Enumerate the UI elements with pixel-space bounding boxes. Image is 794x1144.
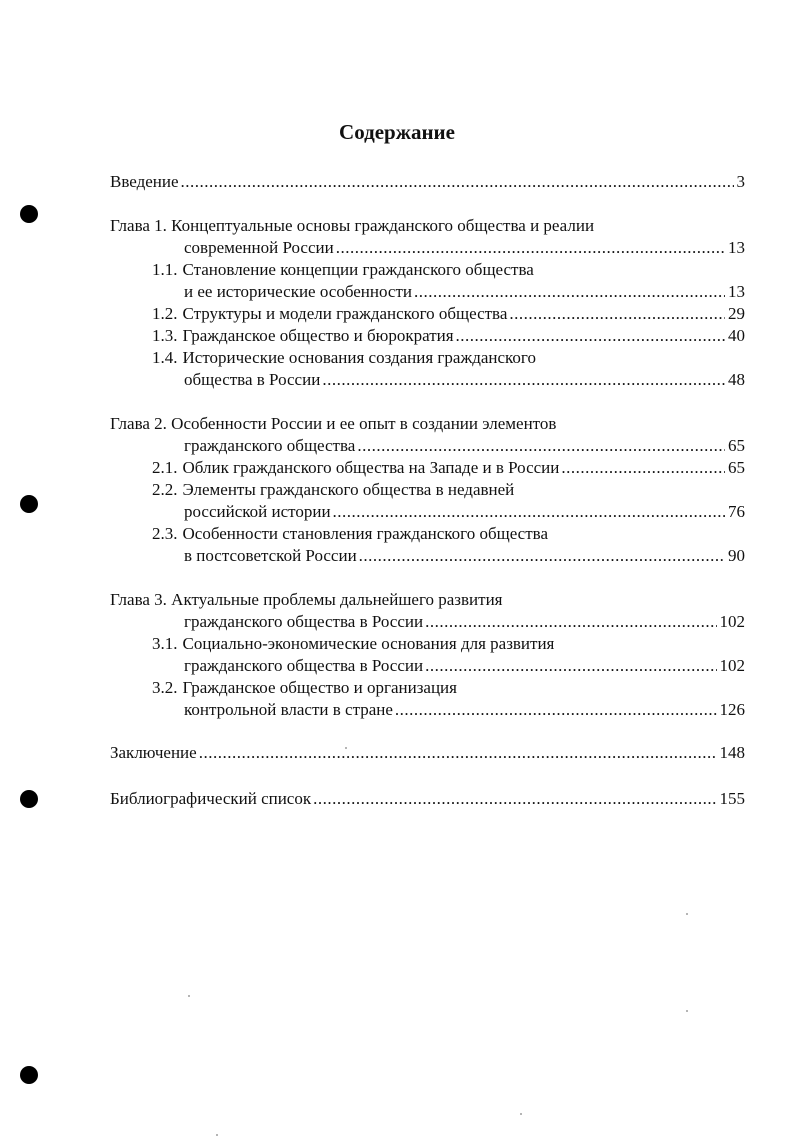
toc-entry-text [152, 325, 454, 347]
toc-entry-bibliography [110, 788, 745, 810]
toc-entry-text: гражданского общества в России [184, 612, 424, 631]
toc-page-number: 13 [728, 238, 745, 257]
toc-section-number: 1.2. [152, 304, 178, 323]
page-title: Содержание [339, 120, 455, 144]
toc-page-number: 65 [728, 436, 745, 455]
toc-page-number: 29 [728, 304, 745, 323]
toc-section-1-4 [152, 347, 536, 369]
toc-entry-text: Введение [110, 172, 179, 191]
toc-section-1-4-cont [184, 369, 745, 391]
dot-leader [456, 325, 725, 347]
toc-chapter-1 [110, 215, 594, 237]
toc-entry-text: в постсоветской России [184, 546, 357, 565]
toc-section-number: 1.4. [152, 348, 178, 367]
toc-section-2-3 [152, 523, 548, 545]
toc-section-number: 3.1. [152, 634, 178, 653]
toc-page-number: 102 [719, 612, 745, 631]
dot-leader [333, 501, 725, 523]
toc-chapter-3-cont [184, 611, 745, 633]
toc-page-number: 48 [728, 370, 745, 389]
toc-chapter-3 [110, 589, 503, 611]
toc-entry-text [152, 457, 559, 479]
toc-entry-text: Элементы гражданского общества в недавней [182, 480, 515, 499]
toc-page-number: 65 [728, 458, 745, 477]
toc-section-number: 1.1. [152, 260, 178, 279]
toc-section-3-2-cont [184, 699, 745, 721]
toc-entry-intro [110, 171, 745, 193]
toc-entry-conclusion [110, 742, 745, 764]
toc-section-number: 3.2. [152, 678, 178, 697]
toc-page-number: 76 [728, 502, 745, 521]
toc-page-number: 40 [728, 326, 745, 345]
toc-page-number: 155 [719, 789, 745, 808]
dot-leader [414, 281, 725, 303]
toc-entry-text: и ее исторические особенности [184, 282, 412, 301]
dot-leader [509, 303, 725, 325]
toc-section-1-1-cont [184, 281, 745, 303]
toc-section-3-1-cont [184, 655, 745, 677]
toc-entry-text: общества в России [184, 370, 321, 389]
toc-section-1-2 [152, 303, 745, 325]
toc-entry-text: российской истории [184, 502, 331, 521]
dot-leader [359, 545, 725, 567]
toc-entry-text: Глава 2. Особенности России и ее опыт в создании элементов [110, 414, 557, 433]
toc-page-number: 148 [719, 743, 745, 762]
toc-entry-text: Особенности становления гражданского общества [182, 524, 548, 543]
toc-entry-text: Заключение [110, 743, 197, 762]
dot-leader [357, 435, 725, 457]
toc-chapter-2-cont [184, 435, 745, 457]
toc-entry-title: Облик гражданского общества на Западе и в России [182, 458, 560, 477]
dot-leader [336, 237, 725, 259]
toc-section-number: 2.1. [152, 458, 178, 477]
toc-section-3-1 [152, 633, 554, 655]
dot-leader [561, 457, 725, 479]
toc-page-number: 3 [736, 172, 745, 191]
toc-entry-text: гражданского общества в России [184, 656, 424, 675]
toc-entry-text: Библиографический список [110, 789, 312, 808]
toc-section-1-1 [152, 259, 534, 281]
toc-entry-text: контрольной власти в стране [184, 700, 393, 719]
toc-section-2-3-cont [184, 545, 745, 567]
toc-section-2-1 [152, 457, 745, 479]
toc-entry-text: Гражданское общество и организация [182, 678, 457, 697]
toc-section-2-2 [152, 479, 514, 501]
toc-section-number: 2.2. [152, 480, 178, 499]
toc-section-3-2 [152, 677, 457, 699]
toc-page-number: 13 [728, 282, 745, 301]
toc-chapter-2 [110, 413, 556, 435]
toc-page-number: 102 [719, 656, 745, 675]
toc-section-number: 1.3. [152, 326, 178, 345]
dot-leader [425, 655, 716, 677]
toc-entry-text: гражданского общества [184, 436, 356, 455]
dot-leader [425, 611, 716, 633]
toc-entry-text: Глава 3. Актуальные проблемы дальнейшего развития [110, 590, 503, 609]
toc-chapter-1-cont [184, 237, 745, 259]
toc-page-number: 90 [728, 546, 745, 565]
toc-entry-title: Структуры и модели гражданского общества [182, 304, 508, 323]
dot-leader [181, 171, 734, 193]
toc-section-2-2-cont [184, 501, 745, 523]
toc-entry-text: Становление концепции гражданского общества [182, 260, 534, 279]
dot-leader [199, 742, 717, 764]
toc-page-number: 126 [719, 700, 745, 719]
toc-entry-text [152, 303, 507, 325]
toc-section-1-3 [152, 325, 745, 347]
toc-entry-title: Гражданское общество и бюрократия [182, 326, 454, 345]
toc-entry-text: Исторические основания создания гражданского [182, 348, 536, 367]
toc-entry-text: современной России [184, 238, 334, 257]
toc-section-number: 2.3. [152, 524, 178, 543]
toc-entry-text: Социально-экономические основания для развития [182, 634, 555, 653]
dot-leader [395, 699, 717, 721]
dot-leader [322, 369, 725, 391]
toc-entry-text: Глава 1. Концептуальные основы гражданского общества и реалии [110, 216, 595, 235]
dot-leader [313, 788, 716, 810]
